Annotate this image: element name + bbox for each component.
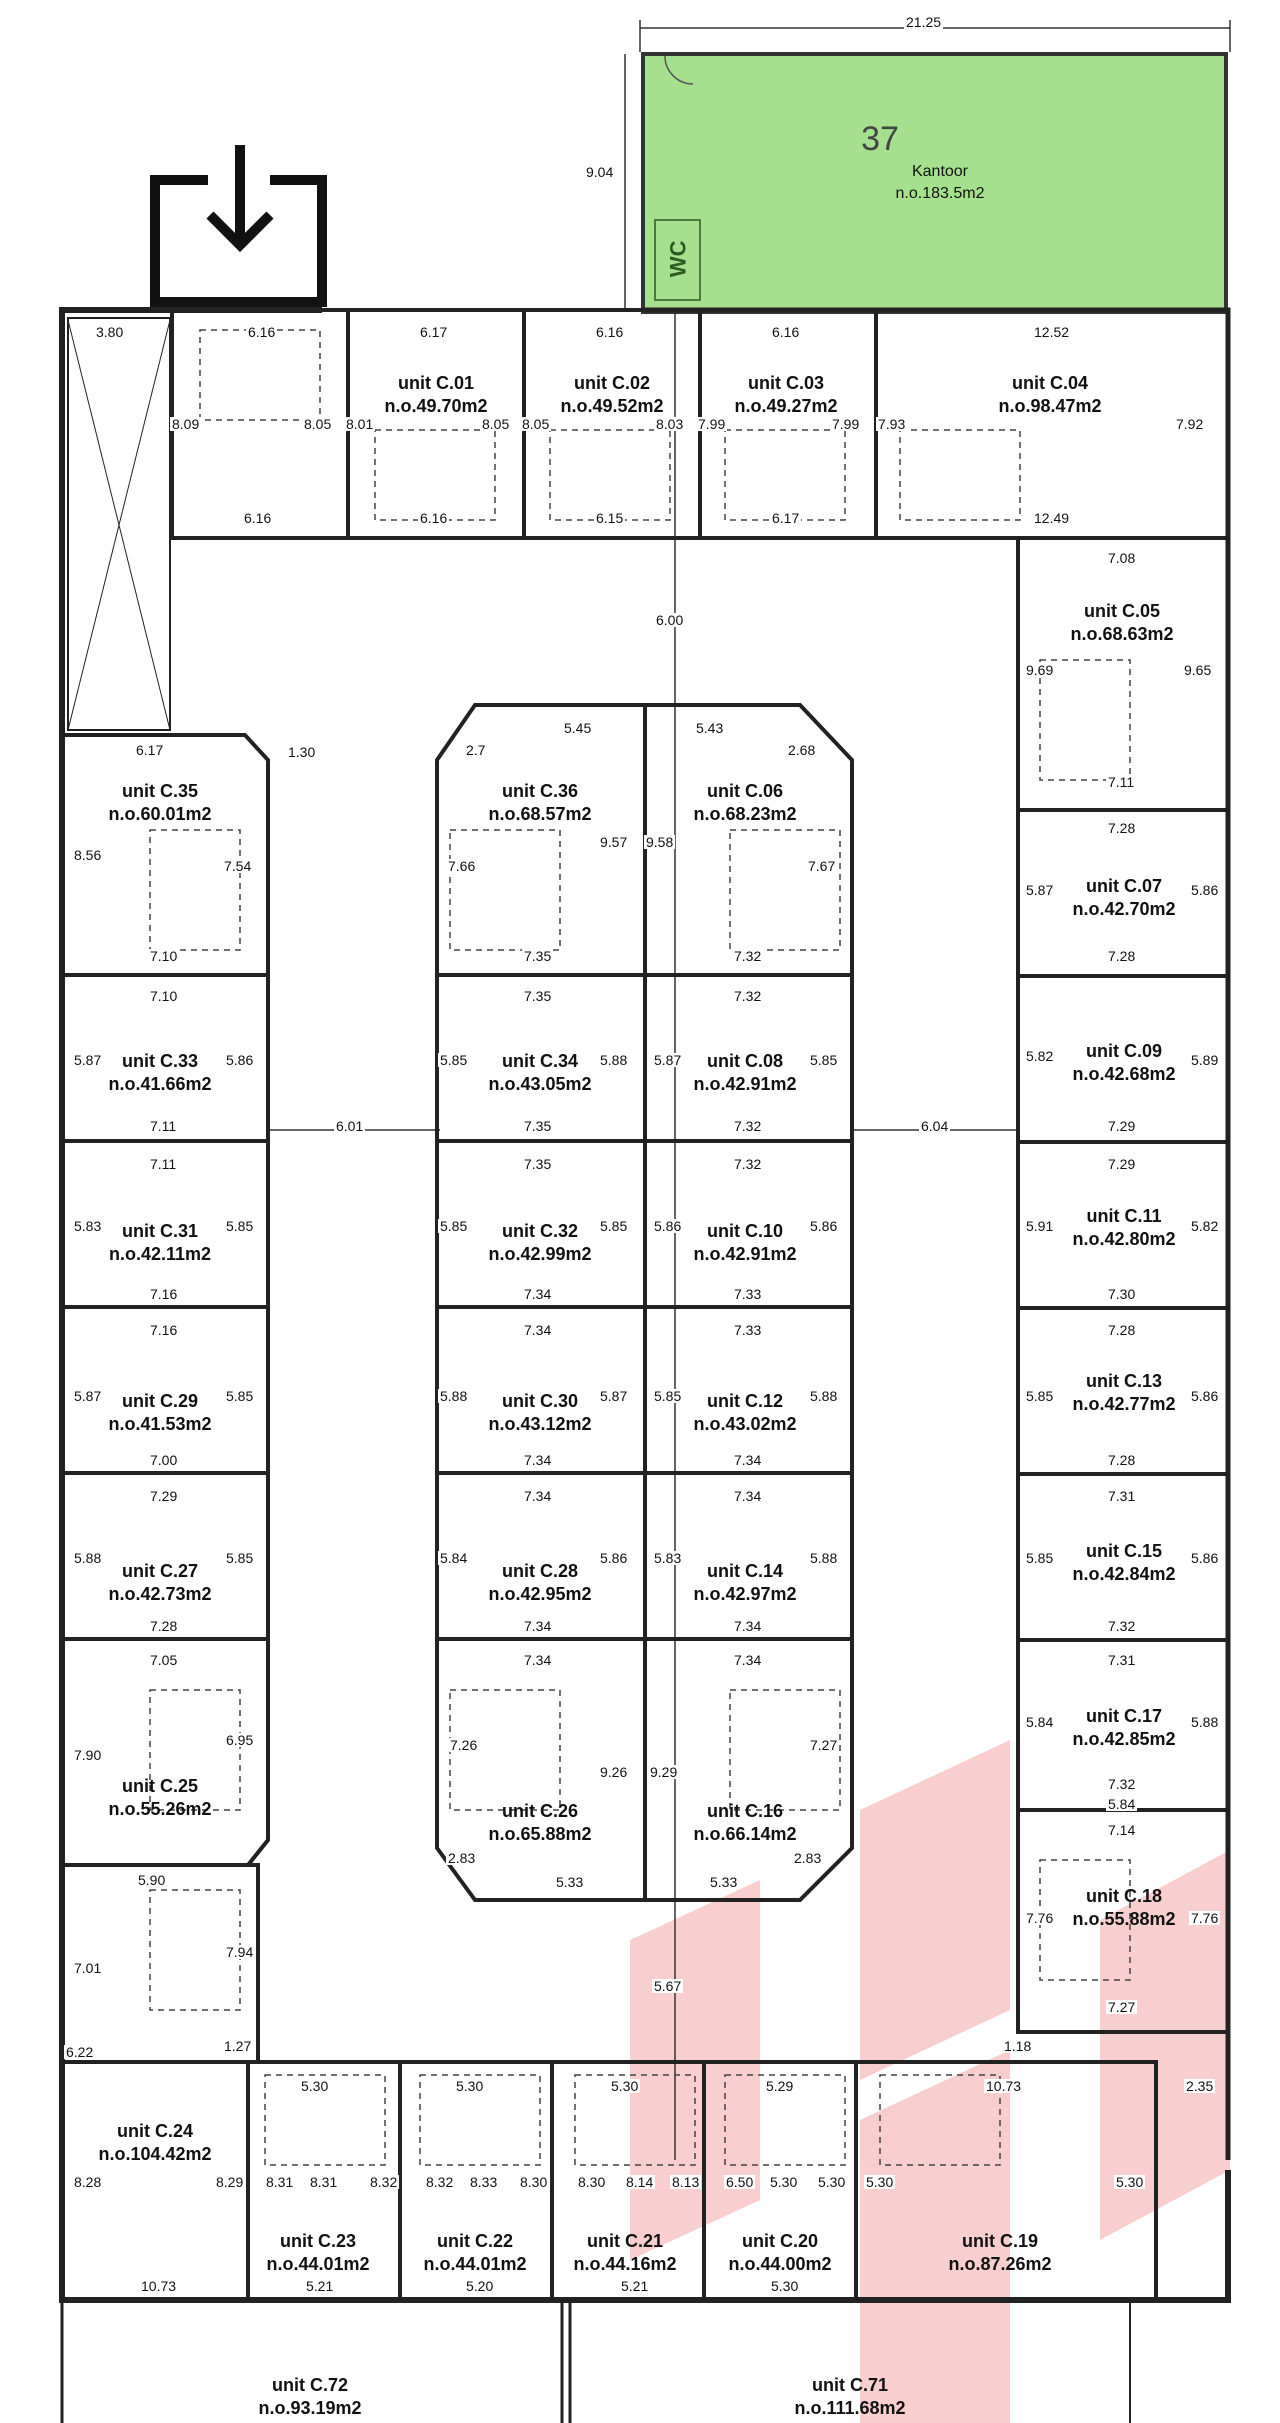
office-area (643, 54, 1226, 312)
dimension-label: 7.34 (524, 1488, 552, 1504)
unit-label-c-25 (70, 1775, 250, 1820)
unit-name: unit C.03 (747, 373, 824, 393)
dimension-label: 7.28 (1108, 948, 1136, 964)
dimension-label: 5.45 (564, 720, 592, 736)
dimension-label: 5.86 (600, 1550, 628, 1566)
dimension-label: 1.30 (288, 744, 316, 760)
dimension-label: 8.05 (304, 416, 332, 432)
dimension-label: 5.88 (600, 1052, 628, 1068)
dimension-label: 7.31 (1108, 1488, 1136, 1504)
unit-name: unit C.02 (573, 373, 650, 393)
dimension-label: 7.32 (734, 948, 762, 964)
dimension-label: 5.85 (226, 1388, 254, 1404)
dimension-label: 5.87 (74, 1388, 102, 1404)
dimension-label: 7.33 (734, 1322, 762, 1338)
unit-area: n.o.44.01m2 (266, 2253, 370, 2274)
dimension-label: 7.11 (150, 1156, 177, 1172)
dimension-label: 1.18 (1004, 2038, 1032, 2054)
unit-area: n.o.68.23m2 (693, 803, 797, 824)
unit-area: n.o.42.80m2 (1072, 1228, 1176, 1249)
dimension-label: 7.28 (150, 1618, 178, 1634)
unit-area: n.o.49.27m2 (734, 395, 838, 416)
dimension-label: 3.80 (96, 324, 124, 340)
unit-area: n.o.65.88m2 (488, 1823, 592, 1844)
dimension-label: 5.30 (611, 2078, 639, 2094)
dimension-label: 7.01 (74, 1960, 102, 1976)
dimension-label: 8.03 (656, 416, 684, 432)
accent-stripe (630, 1880, 760, 2260)
dimension-label: 7.34 (734, 1618, 762, 1634)
unit-name: unit C.33 (121, 1051, 198, 1071)
dimension-label: 8.29 (216, 2174, 244, 2190)
unit-name: unit C.05 (1083, 601, 1160, 621)
unit-area: n.o.93.19m2 (258, 2397, 362, 2418)
unit-area: n.o.42.95m2 (488, 1583, 592, 1604)
unit-area: n.o.43.02m2 (693, 1413, 797, 1434)
dimension-label: 7.31 (1108, 1652, 1136, 1668)
dimension-label: 8.14 (626, 2174, 654, 2190)
dimension-label: 9.57 (600, 834, 628, 850)
unit-area: n.o.43.05m2 (488, 1073, 592, 1094)
unit-name: unit C.34 (501, 1051, 578, 1071)
unit-area: n.o.42.73m2 (108, 1583, 212, 1604)
dimension-label: 7.26 (450, 1737, 478, 1753)
dimension-label: 7.11 (150, 1118, 177, 1134)
unit-name: unit C.01 (397, 373, 474, 393)
dimension-label: 9.58 (646, 834, 674, 850)
dimension-label: 8.33 (470, 2174, 498, 2190)
dimension-label: 5.87 (654, 1052, 682, 1068)
unit-label-c-17 (1034, 1705, 1214, 1750)
dimension-label: 10.73 (141, 2278, 177, 2294)
dimension-label: 5.85 (226, 1550, 254, 1566)
dimension-label: 12.49 (1034, 510, 1070, 526)
dimension-label: 6.17 (772, 510, 800, 526)
unit-label-c-16 (655, 1800, 835, 1845)
dimension-label: 6.04 (921, 1118, 949, 1134)
dimension-label: 2.7 (466, 742, 486, 758)
dimension-label: 6.15 (596, 510, 624, 526)
dimension-label: 5.86 (810, 1218, 838, 1234)
dimension-label: 8.13 (672, 2174, 700, 2190)
dimension-label: 7.93 (878, 416, 906, 432)
dimension-label: 7.34 (524, 1652, 552, 1668)
unit-area: n.o.42.97m2 (693, 1583, 797, 1604)
unit-label-c-14 (655, 1560, 835, 1605)
unit-label-c-07 (1034, 875, 1214, 920)
unit-label-c-09 (1034, 1040, 1214, 1085)
dimension-label: 7.35 (524, 948, 552, 964)
dimension-label: 9.04 (586, 164, 614, 180)
unit-area: n.o.42.99m2 (488, 1243, 592, 1264)
unit-area: n.o.42.70m2 (1072, 898, 1176, 919)
dimension-label: 7.27 (810, 1737, 838, 1753)
accent-stripe (860, 1740, 1010, 2080)
dimension-label: 5.30 (818, 2174, 846, 2190)
unit-area: n.o.49.70m2 (384, 395, 488, 416)
dimension-label: 5.85 (440, 1218, 468, 1234)
dimension-label: 6.16 (244, 510, 272, 526)
unit-name: unit C.20 (741, 2231, 818, 2251)
dimension-label: 7.34 (524, 1618, 552, 1634)
dimension-label: 5.90 (138, 1872, 166, 1888)
dimension-label: 5.86 (654, 1218, 682, 1234)
unit-area: n.o.42.85m2 (1072, 1728, 1176, 1749)
dimension-label: 9.69 (1026, 662, 1054, 678)
unit-area: n.o.42.91m2 (693, 1243, 797, 1264)
dimension-label: 5.30 (456, 2078, 484, 2094)
unit-label-c-18 (1034, 1885, 1214, 1930)
unit-label-c-15 (1034, 1540, 1214, 1585)
dimension-label: 7.28 (1108, 1452, 1136, 1468)
dimension-label: 12.52 (1034, 324, 1070, 340)
unit-name: unit C.71 (811, 2375, 888, 2395)
dimension-label: 6.16 (772, 324, 800, 340)
dimension-label: 6.01 (336, 1118, 364, 1134)
unit-name: unit C.28 (501, 1561, 578, 1581)
dimension-label: 5.30 (770, 2174, 798, 2190)
dimension-label: 5.87 (74, 1052, 102, 1068)
dimension-label: 7.29 (1108, 1118, 1136, 1134)
dimension-label: 7.54 (224, 858, 252, 874)
unit-name: unit C.12 (706, 1391, 783, 1411)
dimension-label: 7.35 (524, 1156, 552, 1172)
dimension-label: 8.01 (346, 416, 374, 432)
dimension-label: 7.34 (734, 1652, 762, 1668)
unit-name: unit C.32 (501, 1221, 578, 1241)
dimension-label: 1.27 (224, 2038, 252, 2054)
dimension-label: 2.35 (1186, 2078, 1214, 2094)
dimension-label: 7.32 (734, 1156, 762, 1172)
dimension-label: 5.85 (1026, 1388, 1054, 1404)
unit-area: n.o.55.26m2 (108, 1798, 212, 1819)
unit-name: unit C.10 (706, 1221, 783, 1241)
dimension-label: 2.68 (788, 742, 816, 758)
unit-name: unit C.31 (121, 1221, 198, 1241)
dimension-label: 5.20 (466, 2278, 494, 2294)
dimension-label: 5.30 (771, 2278, 799, 2294)
dimension-label: 5.88 (74, 1550, 102, 1566)
unit-area: n.o.66.14m2 (693, 1823, 797, 1844)
dimension-label: 7.90 (74, 1747, 102, 1763)
unit-area: n.o.60.01m2 (108, 803, 212, 824)
unit-label-c-36 (450, 780, 630, 825)
unit-name: unit C.18 (1085, 1886, 1162, 1906)
dimension-label: 5.33 (556, 1874, 584, 1890)
dimension-label: 7.30 (1108, 1286, 1136, 1302)
unit-area: n.o.111.68m2 (794, 2397, 906, 2418)
dimension-label: 5.85 (810, 1052, 838, 1068)
dimension-label: 9.65 (1184, 662, 1212, 678)
unit-label-c-05 (1032, 600, 1212, 645)
unit-name: unit C.11 (1086, 1206, 1162, 1226)
dimension-label: 5.84 (1108, 1796, 1136, 1812)
dimension-label: 5.89 (1191, 1052, 1219, 1068)
dimension-label: 7.76 (1026, 1910, 1054, 1926)
unit-area: n.o.55.88m2 (1072, 1908, 1176, 1929)
unit-name: unit C.04 (1011, 373, 1088, 393)
unit-area: n.o.43.12m2 (488, 1413, 592, 1434)
dimension-label: 5.85 (440, 1052, 468, 1068)
unit-area: n.o.42.68m2 (1072, 1063, 1176, 1084)
unit-area: n.o.42.91m2 (693, 1073, 797, 1094)
dimension-label: 7.35 (524, 1118, 552, 1134)
dimension-label: 7.10 (150, 948, 178, 964)
dimension-label: 5.84 (1026, 1714, 1054, 1730)
dimension-label: 8.30 (520, 2174, 548, 2190)
dimension-label: 7.16 (150, 1286, 178, 1302)
unit-name: unit C.27 (121, 1561, 198, 1581)
dimension-label: 6.16 (596, 324, 624, 340)
unit-name: unit C.21 (586, 2231, 663, 2251)
dimension-label: 6.00 (656, 612, 684, 628)
dimension-label: 7.34 (524, 1322, 552, 1338)
dimension-label: 5.67 (654, 1978, 682, 1994)
unit-area: n.o.44.01m2 (423, 2253, 527, 2274)
dimension-label: 8.32 (426, 2174, 454, 2190)
dimension-label: 8.05 (482, 416, 510, 432)
dimension-label: 2.83 (448, 1850, 476, 1866)
unit-label-c-21 (535, 2230, 715, 2275)
unit-name: unit C.36 (501, 781, 578, 801)
dimension-label: 7.32 (734, 988, 762, 1004)
unit-name: unit C.72 (271, 2375, 348, 2395)
dimension-label: 10.73 (986, 2078, 1022, 2094)
dimension-label: 5.21 (306, 2278, 334, 2294)
dimension-label: 5.85 (226, 1218, 254, 1234)
dimension-label: 8.30 (578, 2174, 606, 2190)
unit-name: unit C.26 (501, 1801, 578, 1821)
dimension-label: 7.99 (832, 416, 860, 432)
unit-area: n.o.42.84m2 (1072, 1563, 1176, 1584)
dimension-label: 7.94 (226, 1944, 254, 1960)
dimension-label: 5.82 (1191, 1218, 1219, 1234)
unit-name: unit C.23 (279, 2231, 356, 2251)
dimension-label: 7.34 (524, 1286, 552, 1302)
unit-label-c-11 (1034, 1205, 1214, 1250)
unit-area: n.o.49.52m2 (560, 395, 664, 416)
unit-label-c-24 (65, 2120, 245, 2165)
unit-label-c-01 (346, 372, 526, 417)
dimension-label: 21.25 (906, 14, 942, 30)
unit-label-c-27 (70, 1560, 250, 1605)
dimension-label: 7.11 (1108, 774, 1135, 790)
dimension-label: 7.34 (734, 1488, 762, 1504)
dimension-label: 5.87 (600, 1388, 628, 1404)
dimension-label: 5.82 (1026, 1048, 1054, 1064)
dimension-label: 5.86 (1191, 1550, 1219, 1566)
unit-name: unit C.16 (706, 1801, 783, 1821)
dimension-label: 6.17 (136, 742, 164, 758)
dimension-label: 7.34 (524, 1452, 552, 1468)
unit-name: unit C.07 (1085, 876, 1162, 896)
entrance-arrow-icon (155, 145, 322, 302)
dimension-label: 7.67 (808, 858, 836, 874)
dimension-label: 7.35 (524, 988, 552, 1004)
dimension-label: 7.29 (150, 1488, 178, 1504)
dimension-label: 5.87 (1026, 882, 1054, 898)
dimension-label: 7.92 (1176, 416, 1204, 432)
dimension-label: 7.32 (734, 1118, 762, 1134)
dimension-label: 7.08 (1108, 550, 1136, 566)
dimension-label: 7.99 (698, 416, 726, 432)
dimension-label: 5.88 (810, 1550, 838, 1566)
unit-label-c-26 (450, 1800, 630, 1845)
unit-name: unit C.24 (116, 2121, 193, 2141)
dimension-label: 5.30 (1116, 2174, 1144, 2190)
dimension-label: 7.34 (734, 1452, 762, 1468)
dimension-label: 8.32 (370, 2174, 398, 2190)
unit-name: unit C.17 (1085, 1706, 1162, 1726)
unit-area: n.o.98.47m2 (998, 395, 1102, 416)
dimension-label: 5.85 (600, 1218, 628, 1234)
dimension-label: 6.22 (66, 2044, 94, 2060)
unit-area: n.o.104.42m2 (98, 2143, 212, 2164)
unit-name: unit C.19 (961, 2231, 1038, 2251)
dimension-label: 7.66 (448, 858, 476, 874)
dimension-label: 7.29 (1108, 1156, 1136, 1172)
dimension-label: 6.95 (226, 1732, 254, 1748)
unit-area: n.o.68.63m2 (1070, 623, 1174, 644)
unit-label-c-04 (960, 372, 1140, 417)
unit-name: unit C.22 (436, 2231, 513, 2251)
unit-label-c-19 (910, 2230, 1090, 2275)
unit-name: unit C.25 (121, 1776, 198, 1796)
unit-label-c-06 (655, 780, 835, 825)
office-name: Kantoor (911, 163, 969, 180)
unit-label-c-23 (228, 2230, 408, 2275)
unit-area: n.o.44.16m2 (573, 2253, 677, 2274)
dimension-label: 5.88 (440, 1388, 468, 1404)
dimension-label: 7.27 (1108, 1999, 1136, 2015)
dimension-label: 7.10 (150, 988, 178, 1004)
office-number: 37 (861, 120, 899, 158)
unit-label-c-71 (760, 2374, 940, 2419)
dimension-label: 5.86 (226, 1052, 254, 1068)
dimension-label: 8.31 (266, 2174, 294, 2190)
dimension-label: 5.86 (1191, 882, 1219, 898)
dimension-label: 5.30 (301, 2078, 329, 2094)
unit-area: n.o.68.57m2 (488, 803, 592, 824)
dimension-label: 5.29 (766, 2078, 794, 2094)
unit-area: n.o.87.26m2 (948, 2253, 1052, 2274)
dimension-label: 6.16 (420, 510, 448, 526)
unit-name: unit C.30 (501, 1391, 578, 1411)
unit-label-c-02 (522, 372, 702, 417)
central-units (437, 705, 852, 1900)
unit-area: n.o.41.53m2 (108, 1413, 212, 1434)
dimension-label: 5.88 (810, 1388, 838, 1404)
dimension-label: 7.16 (150, 1322, 178, 1338)
dimension-label: 6.16 (248, 324, 276, 340)
dimension-label: 5.91 (1026, 1218, 1054, 1234)
dimension-label: 7.14 (1108, 1822, 1136, 1838)
unit-label-c-72 (220, 2374, 400, 2419)
dimension-label: 5.84 (440, 1550, 468, 1566)
unit-name: unit C.13 (1085, 1371, 1162, 1391)
dimension-label: 5.43 (696, 720, 724, 736)
dimension-label: 8.56 (74, 847, 102, 863)
unit-name: unit C.09 (1085, 1041, 1162, 1061)
dimension-label: 8.28 (74, 2174, 102, 2190)
dimension-label: 5.85 (1026, 1550, 1054, 1566)
wc-label: WC (665, 240, 691, 278)
dimension-label: 5.21 (621, 2278, 649, 2294)
dimension-label: 7.05 (150, 1652, 178, 1668)
unit-area: n.o.42.77m2 (1072, 1393, 1176, 1414)
unit-name: unit C.14 (706, 1561, 783, 1581)
unit-area: n.o.42.11m2 (108, 1243, 212, 1264)
unit-name: unit C.29 (121, 1391, 198, 1411)
dimension-label: 5.85 (654, 1388, 682, 1404)
dimension-label: 5.83 (654, 1550, 682, 1566)
dimension-label: 5.88 (1191, 1714, 1219, 1730)
dimension-label: 8.31 (310, 2174, 338, 2190)
unit-name: unit C.06 (706, 781, 783, 801)
dimension-label: 9.29 (650, 1764, 678, 1780)
dimension-label: 7.32 (1108, 1618, 1136, 1634)
unit-label-c-28 (450, 1560, 630, 1605)
unit-label-c-13 (1034, 1370, 1214, 1415)
dimension-label: 8.05 (522, 416, 550, 432)
dimension-label: 6.17 (420, 324, 448, 340)
unit-name: unit C.35 (121, 781, 198, 801)
office-area-label: n.o.183.5m2 (895, 185, 985, 202)
dimension-label: 5.33 (710, 1874, 738, 1890)
dimension-label: 5.86 (1191, 1388, 1219, 1404)
unit-label-c-20 (690, 2230, 870, 2275)
dimension-label: 5.30 (866, 2174, 894, 2190)
dimension-label: 7.00 (150, 1452, 178, 1468)
unit-label-c-35 (70, 780, 250, 825)
dimension-label: 7.76 (1191, 1910, 1219, 1926)
dimension-label: 5.83 (74, 1218, 102, 1234)
dimension-label: 6.50 (726, 2174, 754, 2190)
dimension-label: 2.83 (794, 1850, 822, 1866)
unit-name: unit C.08 (706, 1051, 783, 1071)
dimension-label: 8.09 (172, 416, 200, 432)
unit-label-c-03 (696, 372, 876, 417)
dimension-label: 7.32 (1108, 1776, 1136, 1792)
dimension-label: 7.28 (1108, 820, 1136, 836)
unit-name: unit C.15 (1085, 1541, 1162, 1561)
dimension-label: 9.26 (600, 1764, 628, 1780)
dimension-label: 7.33 (734, 1286, 762, 1302)
unit-area: n.o.41.66m2 (108, 1073, 212, 1094)
dimension-label: 7.28 (1108, 1322, 1136, 1338)
unit-area: n.o.44.00m2 (728, 2253, 832, 2274)
